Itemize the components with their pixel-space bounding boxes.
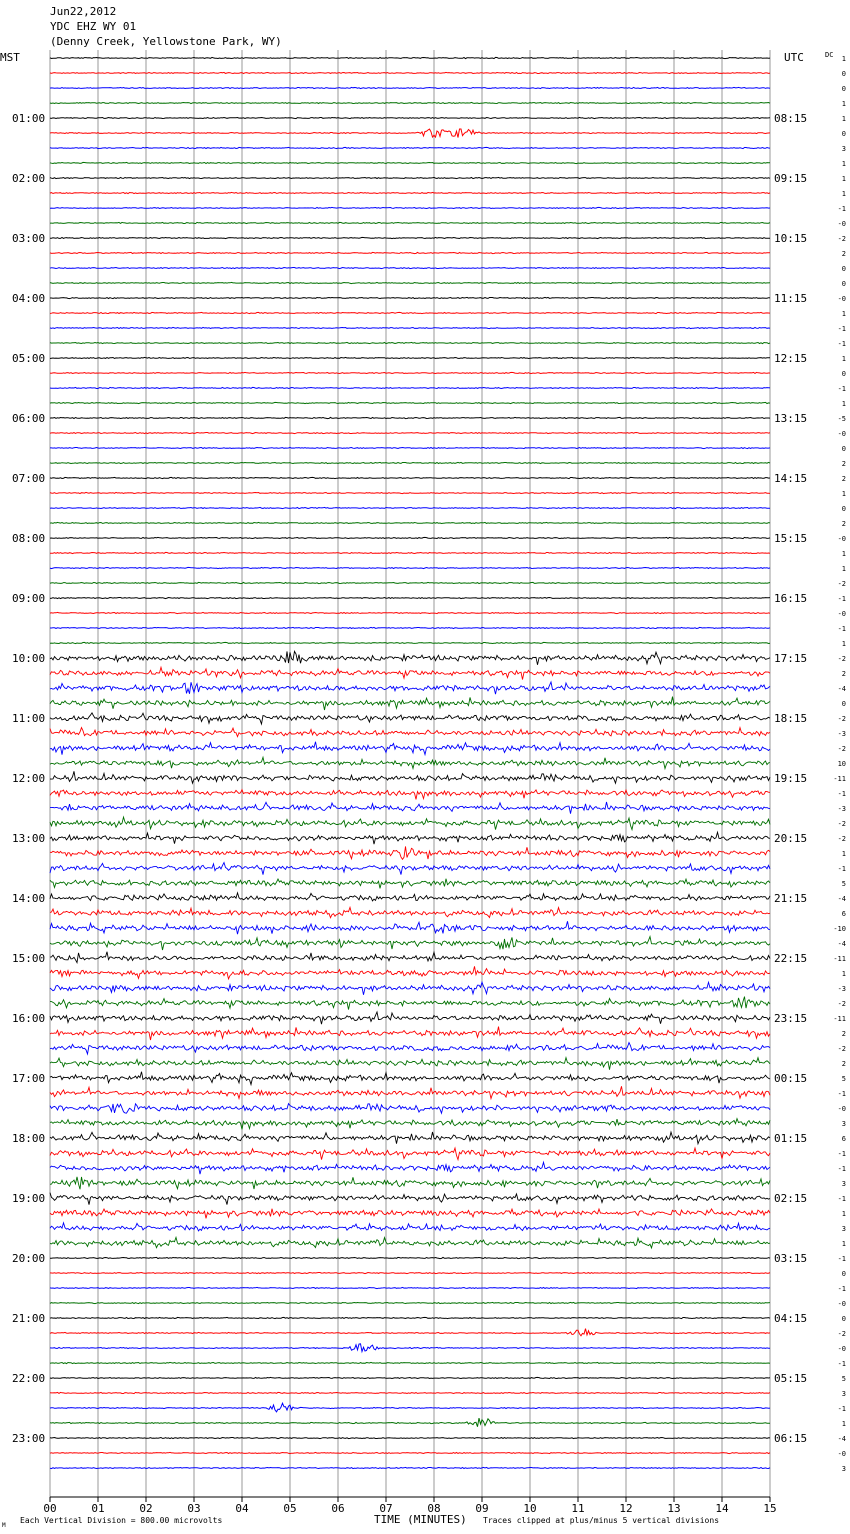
dc-offset-label: -11 xyxy=(833,775,846,783)
right-hour-label: 19:15 xyxy=(774,772,808,785)
right-hour-label: 04:15 xyxy=(774,1312,808,1325)
dc-offset-label: 0 xyxy=(841,370,846,378)
dc-offset-label: 0 xyxy=(841,280,846,288)
x-tick-label: 09 xyxy=(475,1502,489,1515)
dc-offset-label: 1 xyxy=(841,190,846,198)
x-tick-label: 15 xyxy=(763,1502,777,1515)
dc-offset-label: 1 xyxy=(841,850,846,858)
dc-offset-label: 0 xyxy=(841,265,846,273)
x-tick-label: 04 xyxy=(235,1502,249,1515)
dc-offset-label: -11 xyxy=(833,1015,846,1023)
right-hour-label: 12:15 xyxy=(774,352,808,365)
dc-offset-label: -2 xyxy=(837,235,846,243)
dc-offset-label: 3 xyxy=(841,145,846,153)
left-hour-label: 02:00 xyxy=(12,172,46,185)
left-hour-label: 20:00 xyxy=(12,1252,46,1265)
station-label: YDC EHZ WY 01 xyxy=(50,20,137,33)
dc-offset-label: -0 xyxy=(837,535,846,543)
dc-offset-label: 0 xyxy=(841,1315,846,1323)
dc-offset-label: -1 xyxy=(837,1360,846,1368)
left-hour-label: 10:00 xyxy=(12,652,46,665)
dc-offset-label: 1 xyxy=(841,550,846,558)
x-tick-label: 06 xyxy=(331,1502,345,1515)
dc-offset-label: -2 xyxy=(837,835,846,843)
right-hour-label: 10:15 xyxy=(774,232,808,245)
dc-offset-label: 6 xyxy=(841,1135,846,1143)
dc-offset-label: 1 xyxy=(841,970,846,978)
dc-offset-label: -1 xyxy=(837,1405,846,1413)
right-hour-label: 02:15 xyxy=(774,1192,808,1205)
dc-offset-label: -0 xyxy=(837,1105,846,1113)
location-label: (Denny Creek, Yellowstone Park, WY) xyxy=(50,35,282,48)
dc-offset-label: 1 xyxy=(841,1420,846,1428)
dc-offset-label: -4 xyxy=(837,1435,846,1443)
dc-offset-label: -4 xyxy=(837,895,846,903)
dc-offset-label: 1 xyxy=(841,160,846,168)
dc-offset-label: 2 xyxy=(841,1030,846,1038)
dc-offset-label: 3 xyxy=(841,1390,846,1398)
dc-offset-label: 3 xyxy=(841,1120,846,1128)
x-tick-label: 05 xyxy=(283,1502,297,1515)
x-tick-label: 00 xyxy=(43,1502,57,1515)
dc-offset-label: 2 xyxy=(841,250,846,258)
dc-offset-label: 1 xyxy=(841,310,846,318)
left-hour-label: 13:00 xyxy=(12,832,46,845)
dc-offset-label: -2 xyxy=(837,820,846,828)
dc-offset-label: -4 xyxy=(837,685,846,693)
dc-offset-label: -1 xyxy=(837,1165,846,1173)
left-hour-label: 23:00 xyxy=(12,1432,46,1445)
dc-offset-label: 5 xyxy=(841,1075,846,1083)
right-hour-label: 15:15 xyxy=(774,532,808,545)
right-hour-label: 18:15 xyxy=(774,712,808,725)
right-hour-label: 20:15 xyxy=(774,832,808,845)
right-hour-label: 03:15 xyxy=(774,1252,808,1265)
left-hour-label: 15:00 xyxy=(12,952,46,965)
dc-offset-label: 10 xyxy=(837,760,846,768)
right-hour-label: 08:15 xyxy=(774,112,808,125)
dc-offset-label: -0 xyxy=(837,220,846,228)
left-hour-label: 19:00 xyxy=(12,1192,46,1205)
dc-offset-label: -1 xyxy=(837,325,846,333)
left-hour-label: 03:00 xyxy=(12,232,46,245)
dc-offset-label: 3 xyxy=(841,1225,846,1233)
dc-offset-label: -2 xyxy=(837,1000,846,1008)
dc-offset-label: -0 xyxy=(837,430,846,438)
right-hour-label: 22:15 xyxy=(774,952,808,965)
left-hour-label: 17:00 xyxy=(12,1072,46,1085)
dc-offset-label: 2 xyxy=(841,670,846,678)
dc-offset-label: -1 xyxy=(837,205,846,213)
dc-offset-label: -3 xyxy=(837,985,846,993)
dc-offset-label: 1 xyxy=(841,490,846,498)
dc-offset-label: -0 xyxy=(837,1345,846,1353)
left-hour-label: 04:00 xyxy=(12,292,46,305)
dc-offset-label: 1 xyxy=(841,1240,846,1248)
dc-offset-label: 0 xyxy=(841,70,846,78)
left-hour-label: 22:00 xyxy=(12,1372,46,1385)
right-hour-label: 11:15 xyxy=(774,292,808,305)
right-hour-label: 09:15 xyxy=(774,172,808,185)
dc-offset-label: 1 xyxy=(841,565,846,573)
dc-offset-label: 1 xyxy=(841,1210,846,1218)
right-hour-label: 13:15 xyxy=(774,412,808,425)
scale-note: Each Vertical Division = 800.00 microvolts xyxy=(20,1516,223,1525)
dc-offset-label: -1 xyxy=(837,595,846,603)
dc-offset-label: 2 xyxy=(841,460,846,468)
date-label: Jun22,2012 xyxy=(50,5,117,18)
dc-offset-label: 2 xyxy=(841,520,846,528)
dc-offset-label: -11 xyxy=(833,955,846,963)
dc-offset-label: -10 xyxy=(833,925,846,933)
dc-offset-label: 1 xyxy=(841,55,846,63)
dc-offset-label: -2 xyxy=(837,655,846,663)
dc-offset-label: 2 xyxy=(841,1060,846,1068)
x-tick-label: 11 xyxy=(571,1502,585,1515)
clip-note: Traces clipped at plus/minus 5 vertical divisions xyxy=(483,1516,720,1525)
dc-offset-label: 0 xyxy=(841,85,846,93)
right-hour-label: 16:15 xyxy=(774,592,808,605)
dc-offset-label: -2 xyxy=(837,580,846,588)
dc-offset-label: 1 xyxy=(841,355,846,363)
x-tick-label: 12 xyxy=(619,1502,633,1515)
right-hour-label: 17:15 xyxy=(774,652,808,665)
left-hour-label: 09:00 xyxy=(12,592,46,605)
dc-offset-label: 1 xyxy=(841,115,846,123)
dc-offset-label: -1 xyxy=(837,1255,846,1263)
right-hour-label: 21:15 xyxy=(774,892,808,905)
x-tick-label: 13 xyxy=(667,1502,681,1515)
left-hour-label: 08:00 xyxy=(12,532,46,545)
dc-offset-label: 3 xyxy=(841,1180,846,1188)
dc-offset-label: 1 xyxy=(841,100,846,108)
right-hour-label: 01:15 xyxy=(774,1132,808,1145)
x-tick-label: 01 xyxy=(91,1502,105,1515)
dc-offset-label: 0 xyxy=(841,130,846,138)
left-hour-label: 05:00 xyxy=(12,352,46,365)
dc-header-label: DC xyxy=(825,51,834,59)
dc-offset-label: 5 xyxy=(841,1375,846,1383)
dc-offset-label: -3 xyxy=(837,805,846,813)
dc-offset-label: -1 xyxy=(837,625,846,633)
x-tick-label: 14 xyxy=(715,1502,729,1515)
x-tick-label: 02 xyxy=(139,1502,153,1515)
dc-offset-label: -1 xyxy=(837,1285,846,1293)
x-axis-title: TIME (MINUTES) xyxy=(374,1513,467,1526)
left-hour-label: 06:00 xyxy=(12,412,46,425)
left-hour-label: 12:00 xyxy=(12,772,46,785)
dc-offset-label: 0 xyxy=(841,505,846,513)
right-hour-label: 06:15 xyxy=(774,1432,808,1445)
dc-offset-label: 1 xyxy=(841,175,846,183)
right-timezone-label: UTC xyxy=(784,51,804,64)
x-tick-label: 10 xyxy=(523,1502,537,1515)
left-timezone-label: MST xyxy=(0,51,20,64)
dc-offset-label: -1 xyxy=(837,1150,846,1158)
x-tick-label: 07 xyxy=(379,1502,393,1515)
corner-mark: M xyxy=(2,1522,6,1529)
x-tick-label: 08 xyxy=(427,1502,441,1515)
dc-offset-label: 5 xyxy=(841,880,846,888)
left-hour-label: 18:00 xyxy=(12,1132,46,1145)
right-hour-label: 14:15 xyxy=(774,472,808,485)
dc-offset-label: -1 xyxy=(837,340,846,348)
dc-offset-label: -1 xyxy=(837,790,846,798)
left-hour-label: 07:00 xyxy=(12,472,46,485)
dc-offset-label: -3 xyxy=(837,730,846,738)
dc-offset-label: 0 xyxy=(841,700,846,708)
dc-offset-label: 2 xyxy=(841,475,846,483)
dc-offset-label: 1 xyxy=(841,640,846,648)
dc-offset-label: -2 xyxy=(837,1045,846,1053)
left-hour-label: 21:00 xyxy=(12,1312,46,1325)
dc-offset-label: -0 xyxy=(837,295,846,303)
dc-offset-label: -4 xyxy=(837,940,846,948)
left-hour-label: 11:00 xyxy=(12,712,46,725)
dc-offset-label: -1 xyxy=(837,1090,846,1098)
right-hour-label: 05:15 xyxy=(774,1372,808,1385)
right-hour-label: 23:15 xyxy=(774,1012,808,1025)
dc-offset-label: -2 xyxy=(837,1330,846,1338)
left-hour-label: 16:00 xyxy=(12,1012,46,1025)
dc-offset-label: -0 xyxy=(837,610,846,618)
left-hour-label: 01:00 xyxy=(12,112,46,125)
x-tick-label: 03 xyxy=(187,1502,201,1515)
dc-offset-label: -1 xyxy=(837,865,846,873)
dc-offset-label: 0 xyxy=(841,1270,846,1278)
dc-offset-label: 6 xyxy=(841,910,846,918)
right-hour-label: 00:15 xyxy=(774,1072,808,1085)
dc-offset-label: -2 xyxy=(837,745,846,753)
dc-offset-label: -1 xyxy=(837,1195,846,1203)
dc-offset-label: -2 xyxy=(837,715,846,723)
dc-offset-label: -1 xyxy=(837,385,846,393)
dc-offset-label: -0 xyxy=(837,1450,846,1458)
dc-offset-label: 0 xyxy=(841,445,846,453)
dc-offset-label: -0 xyxy=(837,1300,846,1308)
dc-offset-label: 3 xyxy=(841,1465,846,1473)
left-hour-label: 14:00 xyxy=(12,892,46,905)
dc-offset-label: -5 xyxy=(837,415,846,423)
dc-offset-label: 1 xyxy=(841,400,846,408)
